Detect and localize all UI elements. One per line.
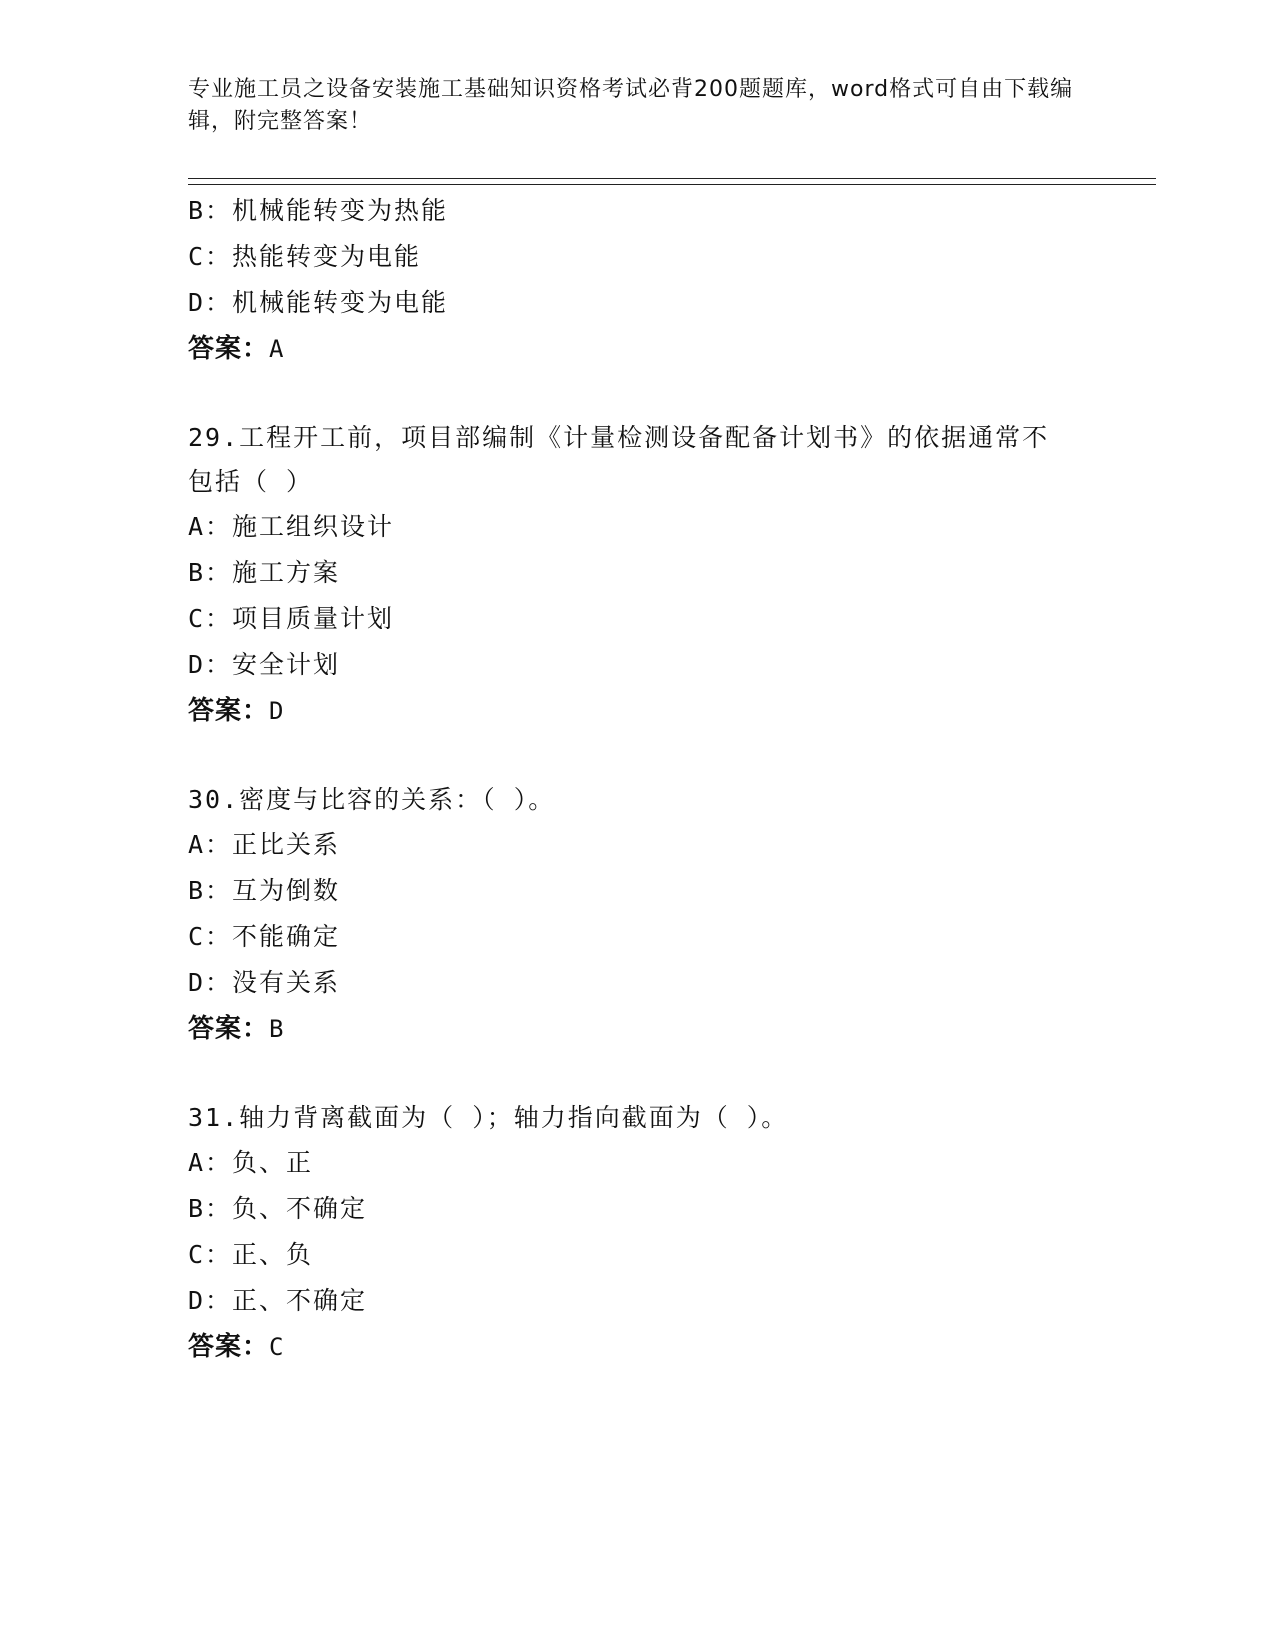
- question-stem: 31.轴力背离截面为（ ）；轴力指向截面为（ ）。: [188, 1103, 789, 1132]
- option-d: D：安全计划: [188, 650, 341, 679]
- option-b: B：机械能转变为热能: [188, 196, 449, 225]
- question-list: [188, 188, 1088, 1370]
- option-d: D：正、不确定: [188, 1286, 368, 1315]
- answer-label: 答案：: [188, 696, 270, 726]
- document-title: 专业施工员之设备安装施工基础知识资格考试必背200题题库，word格式可自由下载编辑，附完整答案！: [188, 77, 1074, 134]
- question-31: [188, 1096, 1088, 1370]
- answer-label: 答案：: [188, 1332, 270, 1362]
- answer-line: [188, 1324, 1088, 1370]
- option-c: C：不能确定: [188, 922, 341, 951]
- option-a: A：负、正: [188, 1148, 314, 1177]
- question-29: [188, 416, 1088, 734]
- header-rule-bottom: [188, 184, 1156, 185]
- answer-line: [188, 1006, 1088, 1052]
- option-d: D：没有关系: [188, 968, 341, 997]
- continued-question: [188, 188, 1088, 372]
- option-b: B：负、不确定: [188, 1194, 368, 1223]
- answer-value: D: [269, 697, 285, 725]
- answer-value: A: [269, 335, 285, 363]
- option-c: C：正、负: [188, 1240, 314, 1269]
- option-b: B：互为倒数: [188, 876, 341, 905]
- option-a: A：正比关系: [188, 830, 341, 859]
- answer-line: [188, 688, 1088, 734]
- answer-label: 答案：: [188, 1014, 270, 1044]
- header-rule-top: [188, 178, 1156, 179]
- option-a: A：施工组织设计: [188, 512, 395, 541]
- question-30: [188, 778, 1088, 1052]
- document-header: [188, 74, 1088, 138]
- question-stem: 30.密度与比容的关系：（ ）。: [188, 785, 556, 814]
- answer-label: 答案：: [188, 334, 270, 364]
- answer-value: B: [269, 1015, 285, 1043]
- option-c: C：项目质量计划: [188, 604, 395, 633]
- option-d: D：机械能转变为电能: [188, 288, 449, 317]
- answer-value: C: [269, 1333, 285, 1361]
- option-b: B：施工方案: [188, 558, 341, 587]
- option-c: C：热能转变为电能: [188, 242, 422, 271]
- answer-line: [188, 326, 1088, 372]
- question-stem: 29.工程开工前，项目部编制《计量检测设备配备计划书》的依据通常不包括（ ）: [188, 423, 1050, 496]
